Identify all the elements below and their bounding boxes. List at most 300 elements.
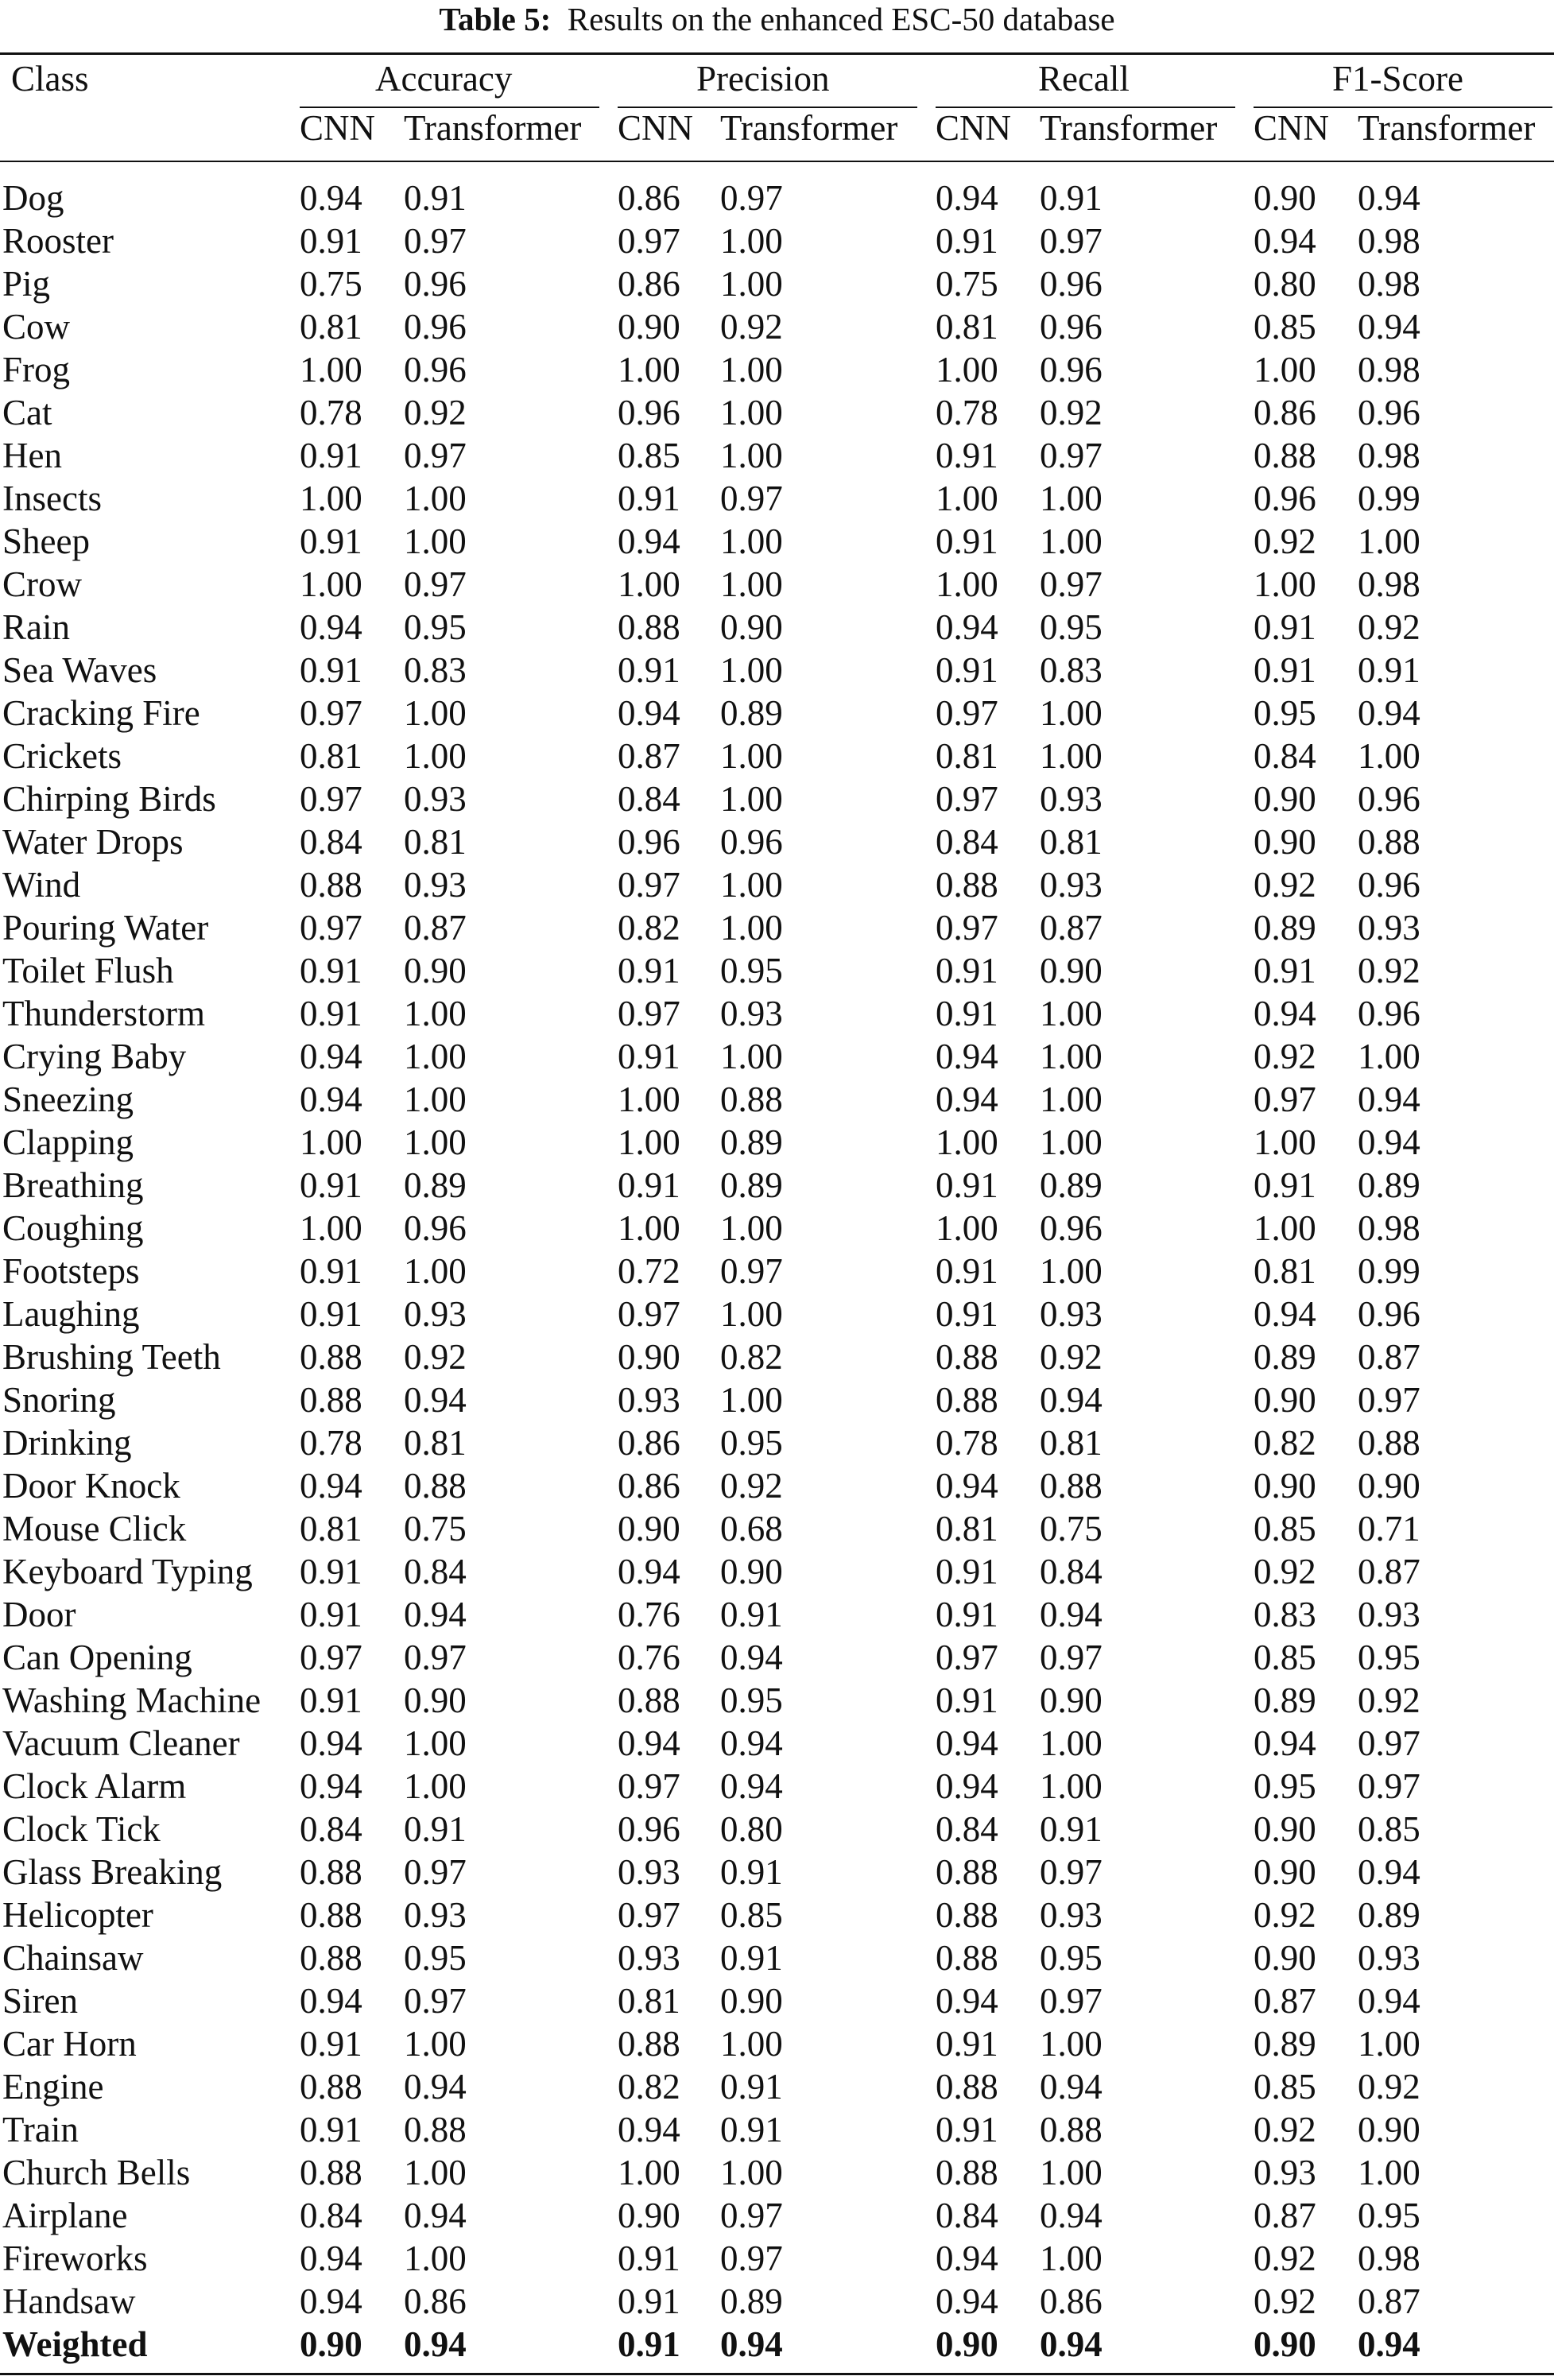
- value-cell: 1.00: [1040, 1766, 1103, 1806]
- value-cell: 1.00: [300, 1208, 362, 1248]
- table-row: [0, 1464, 1554, 1507]
- value-cell: 0.90: [936, 2324, 998, 2364]
- value-cell: 1.00: [404, 1037, 467, 1076]
- value-cell: 0.87: [1358, 1552, 1420, 1591]
- value-cell: 0.97: [300, 1638, 362, 1677]
- value-cell: 0.92: [1358, 2067, 1420, 2107]
- value-cell: 1.00: [404, 2153, 467, 2192]
- value-cell: 0.98: [1358, 350, 1420, 390]
- value-cell: 0.94: [936, 1981, 998, 2021]
- value-cell: 1.00: [720, 436, 783, 475]
- value-cell: 0.94: [1358, 1080, 1420, 1119]
- table-row: [0, 2065, 1554, 2108]
- value-cell: 1.00: [1254, 564, 1316, 604]
- class-cell: Train: [2, 2110, 79, 2149]
- value-cell: 0.93: [618, 1380, 680, 1420]
- value-cell: 0.96: [1358, 994, 1420, 1033]
- table-row: [0, 1979, 1554, 2022]
- subheader-cnn: CNN: [618, 108, 694, 148]
- value-cell: 0.91: [936, 1294, 998, 1334]
- value-cell: 0.91: [936, 650, 998, 690]
- class-cell: Crying Baby: [2, 1037, 187, 1076]
- value-cell: 0.72: [618, 1251, 680, 1291]
- value-cell: 0.97: [300, 693, 362, 733]
- value-cell: 1.00: [720, 1208, 783, 1248]
- value-cell: 0.94: [618, 521, 680, 561]
- value-cell: 0.85: [720, 1895, 783, 1935]
- class-cell: Frog: [2, 350, 71, 390]
- header-class: Class: [11, 59, 89, 99]
- value-cell: 0.93: [720, 994, 783, 1033]
- value-cell: 0.90: [404, 1680, 467, 1720]
- value-cell: 0.94: [300, 178, 362, 218]
- table-row: [0, 1335, 1554, 1378]
- value-cell: 1.00: [1040, 1037, 1103, 1076]
- value-cell: 0.90: [1358, 1466, 1420, 1506]
- value-cell: 0.91: [618, 650, 680, 690]
- value-cell: 0.95: [720, 1680, 783, 1720]
- table-row: [0, 2194, 1554, 2237]
- value-cell: 0.96: [1254, 479, 1316, 518]
- value-cell: 0.94: [936, 1080, 998, 1119]
- table-row: [0, 1722, 1554, 1765]
- value-cell: 1.00: [1040, 2024, 1103, 2064]
- value-cell: 1.00: [720, 1294, 783, 1334]
- value-cell: 1.00: [618, 350, 680, 390]
- value-cell: 0.97: [300, 779, 362, 819]
- value-cell: 0.94: [300, 1466, 362, 1506]
- value-cell: 0.87: [404, 908, 467, 948]
- value-cell: 0.91: [300, 994, 362, 1033]
- value-cell: 0.76: [618, 1595, 680, 1634]
- table-row: [0, 2280, 1554, 2323]
- value-cell: 0.81: [404, 1423, 467, 1463]
- class-cell: Crickets: [2, 736, 122, 776]
- value-cell: 0.90: [1254, 2324, 1316, 2364]
- class-cell: Clapping: [2, 1122, 134, 1162]
- value-cell: 0.82: [618, 2067, 680, 2107]
- value-cell: 0.94: [936, 1037, 998, 1076]
- value-cell: 0.94: [1254, 1294, 1316, 1334]
- class-cell: Cat: [2, 393, 52, 432]
- value-cell: 0.78: [936, 393, 998, 432]
- value-cell: 0.88: [300, 1938, 362, 1978]
- value-cell: 0.91: [936, 221, 998, 261]
- value-cell: 0.91: [1040, 1809, 1103, 1849]
- value-cell: 1.00: [618, 1122, 680, 1162]
- value-cell: 0.97: [1040, 436, 1103, 475]
- value-cell: 0.94: [936, 2281, 998, 2321]
- value-cell: 0.86: [618, 264, 680, 304]
- value-cell: 1.00: [936, 564, 998, 604]
- value-cell: 0.87: [618, 736, 680, 776]
- value-cell: 0.93: [1254, 2153, 1316, 2192]
- value-cell: 0.97: [1358, 1380, 1420, 1420]
- value-cell: 0.97: [1040, 1981, 1103, 2021]
- value-cell: 0.92: [1358, 607, 1420, 647]
- value-cell: 0.91: [936, 521, 998, 561]
- value-cell: 0.87: [1358, 1337, 1420, 1377]
- table-row: [0, 777, 1554, 820]
- caption-text: Results on the enhanced ESC-50 database: [567, 1, 1115, 37]
- value-cell: 0.88: [300, 1380, 362, 1420]
- value-cell: 0.93: [1040, 1895, 1103, 1935]
- table-row: [0, 1808, 1554, 1851]
- value-cell: 0.98: [1358, 221, 1420, 261]
- value-cell: 0.90: [1254, 1938, 1316, 1978]
- table-row: [0, 1894, 1554, 1936]
- value-cell: 0.94: [404, 2196, 467, 2235]
- value-cell: 0.81: [300, 1509, 362, 1549]
- value-cell: 1.00: [720, 264, 783, 304]
- subheader-transformer: Transformer: [404, 108, 582, 148]
- value-cell: 0.86: [618, 1423, 680, 1463]
- value-cell: 0.95: [1358, 2196, 1420, 2235]
- value-cell: 0.75: [300, 264, 362, 304]
- value-cell: 0.95: [1254, 1766, 1316, 1806]
- class-cell: Clock Tick: [2, 1809, 161, 1849]
- value-cell: 0.85: [1254, 1638, 1316, 1677]
- class-cell: Handsaw: [2, 2281, 136, 2321]
- value-cell: 0.91: [300, 1680, 362, 1720]
- value-cell: 0.94: [1358, 178, 1420, 218]
- table-row: [0, 735, 1554, 777]
- table-row-weighted: [0, 2323, 1554, 2366]
- value-cell: 0.91: [618, 2324, 680, 2364]
- value-cell: 0.94: [1040, 1595, 1103, 1634]
- class-cell: Crow: [2, 564, 82, 604]
- value-cell: 0.95: [720, 951, 783, 990]
- value-cell: 0.88: [720, 1080, 783, 1119]
- value-cell: 1.00: [404, 1251, 467, 1291]
- value-cell: 0.68: [720, 1509, 783, 1549]
- class-cell: Chainsaw: [2, 1938, 144, 1978]
- value-cell: 0.89: [720, 2281, 783, 2321]
- value-cell: 0.88: [936, 2067, 998, 2107]
- value-cell: 1.00: [1040, 521, 1103, 561]
- value-cell: 0.96: [1358, 393, 1420, 432]
- table-row: [0, 1293, 1554, 1335]
- value-cell: 0.89: [720, 1165, 783, 1205]
- subheader-cnn: CNN: [936, 108, 1012, 148]
- value-cell: 0.91: [300, 2024, 362, 2064]
- class-cell: Cow: [2, 307, 71, 347]
- value-cell: 0.95: [720, 1423, 783, 1463]
- value-cell: 0.84: [300, 822, 362, 862]
- value-cell: 0.92: [720, 1466, 783, 1506]
- value-cell: 0.94: [300, 1080, 362, 1119]
- value-cell: 0.81: [404, 822, 467, 862]
- table-row: [0, 305, 1554, 348]
- value-cell: 0.89: [1254, 2024, 1316, 2064]
- value-cell: 0.83: [404, 650, 467, 690]
- value-cell: 0.91: [936, 436, 998, 475]
- value-cell: 0.94: [404, 1595, 467, 1634]
- table-row: [0, 2022, 1554, 2065]
- class-cell: Siren: [2, 1981, 78, 2021]
- class-cell: Chirping Birds: [2, 779, 216, 819]
- value-cell: 0.92: [1254, 521, 1316, 561]
- value-cell: 0.94: [1040, 2067, 1103, 2107]
- header-precision: Precision: [696, 59, 830, 99]
- subheader-transformer: Transformer: [1040, 108, 1218, 148]
- value-cell: 1.00: [1358, 1037, 1420, 1076]
- value-cell: 0.91: [300, 650, 362, 690]
- value-cell: 0.88: [404, 2110, 467, 2149]
- value-cell: 1.00: [404, 736, 467, 776]
- value-cell: 0.88: [936, 1337, 998, 1377]
- value-cell: 0.84: [936, 822, 998, 862]
- value-cell: 0.90: [720, 1981, 783, 2021]
- value-cell: 0.84: [300, 1809, 362, 1849]
- value-cell: 0.84: [300, 2196, 362, 2235]
- value-cell: 0.97: [618, 994, 680, 1033]
- value-cell: 0.99: [1358, 1251, 1420, 1291]
- table-row: [0, 219, 1554, 262]
- value-cell: 1.00: [1254, 350, 1316, 390]
- value-cell: 0.91: [936, 951, 998, 990]
- top-rule: [0, 52, 1554, 55]
- value-cell: 0.93: [1040, 779, 1103, 819]
- value-cell: 0.91: [1254, 607, 1316, 647]
- value-cell: 0.97: [936, 693, 998, 733]
- value-cell: 0.83: [1254, 1595, 1316, 1634]
- value-cell: 0.94: [300, 1037, 362, 1076]
- value-cell: 0.90: [1254, 1380, 1316, 1420]
- value-cell: 0.75: [936, 264, 998, 304]
- class-cell: Washing Machine: [2, 1680, 262, 1720]
- value-cell: 0.97: [1040, 1638, 1103, 1677]
- value-cell: 1.00: [936, 350, 998, 390]
- value-cell: 1.00: [720, 350, 783, 390]
- table-row: [0, 1164, 1554, 1207]
- value-cell: 0.95: [404, 1938, 467, 1978]
- table-row: [0, 1378, 1554, 1421]
- value-cell: 0.97: [618, 1766, 680, 1806]
- table-row: [0, 2108, 1554, 2151]
- class-cell: Snoring: [2, 1380, 116, 1420]
- value-cell: 1.00: [404, 479, 467, 518]
- value-cell: 0.97: [404, 221, 467, 261]
- value-cell: 0.80: [720, 1809, 783, 1849]
- value-cell: 0.96: [404, 1208, 467, 1248]
- value-cell: 1.00: [300, 1122, 362, 1162]
- value-cell: 0.94: [1358, 2324, 1420, 2364]
- value-cell: 0.91: [404, 178, 467, 218]
- value-cell: 0.94: [936, 1766, 998, 1806]
- value-cell: 0.90: [618, 1337, 680, 1377]
- value-cell: 0.97: [936, 1638, 998, 1677]
- value-cell: 1.00: [1254, 1208, 1316, 1248]
- value-cell: 0.97: [720, 2239, 783, 2278]
- value-cell: 0.90: [1254, 1466, 1316, 1506]
- value-cell: 0.94: [618, 2110, 680, 2149]
- value-cell: 0.84: [618, 779, 680, 819]
- class-cell: Coughing: [2, 1208, 144, 1248]
- value-cell: 0.87: [1040, 908, 1103, 948]
- class-cell: Brushing Teeth: [2, 1337, 221, 1377]
- value-cell: 0.94: [300, 2239, 362, 2278]
- value-cell: 1.00: [936, 1122, 998, 1162]
- value-cell: 0.94: [1040, 1380, 1103, 1420]
- value-cell: 0.94: [618, 693, 680, 733]
- value-cell: 0.94: [1254, 994, 1316, 1033]
- value-cell: 1.00: [720, 908, 783, 948]
- value-cell: 0.81: [1254, 1251, 1316, 1291]
- value-cell: 0.91: [618, 1037, 680, 1076]
- value-cell: 0.90: [1040, 1680, 1103, 1720]
- value-cell: 0.94: [1358, 1852, 1420, 1892]
- value-cell: 0.97: [404, 436, 467, 475]
- value-cell: 0.82: [618, 908, 680, 948]
- value-cell: 1.00: [618, 2153, 680, 2192]
- class-cell: Weighted: [2, 2324, 148, 2364]
- header-rule: [0, 161, 1554, 162]
- value-cell: 0.81: [300, 307, 362, 347]
- table-row: [0, 863, 1554, 906]
- value-cell: 1.00: [300, 350, 362, 390]
- table-row: [0, 1679, 1554, 1722]
- value-cell: 0.88: [300, 1852, 362, 1892]
- class-cell: Rain: [2, 607, 70, 647]
- value-cell: 0.85: [1254, 1509, 1316, 1549]
- table-row: [0, 1250, 1554, 1293]
- value-cell: 0.84: [1254, 736, 1316, 776]
- value-cell: 0.91: [936, 2110, 998, 2149]
- value-cell: 0.81: [618, 1981, 680, 2021]
- value-cell: 0.91: [936, 1595, 998, 1634]
- value-cell: 1.00: [404, 1080, 467, 1119]
- value-cell: 1.00: [936, 479, 998, 518]
- value-cell: 0.94: [1358, 1122, 1420, 1162]
- bottom-rule: [0, 2373, 1554, 2375]
- value-cell: 0.91: [936, 1251, 998, 1291]
- value-cell: 0.94: [720, 2324, 783, 2364]
- value-cell: 1.00: [720, 1037, 783, 1076]
- value-cell: 0.97: [618, 221, 680, 261]
- value-cell: 1.00: [1040, 994, 1103, 1033]
- value-cell: 0.96: [404, 264, 467, 304]
- value-cell: 0.92: [404, 1337, 467, 1377]
- value-cell: 0.85: [1254, 2067, 1316, 2107]
- value-cell: 1.00: [1358, 736, 1420, 776]
- value-cell: 0.91: [1040, 178, 1103, 218]
- value-cell: 0.94: [936, 178, 998, 218]
- value-cell: 0.91: [618, 951, 680, 990]
- value-cell: 0.88: [936, 1380, 998, 1420]
- value-cell: 0.94: [300, 2281, 362, 2321]
- table-row: [0, 649, 1554, 692]
- value-cell: 0.88: [1040, 2110, 1103, 2149]
- value-cell: 0.92: [1254, 2110, 1316, 2149]
- value-cell: 0.94: [404, 2324, 467, 2364]
- value-cell: 0.97: [1254, 1080, 1316, 1119]
- value-cell: 0.78: [936, 1423, 998, 1463]
- value-cell: 0.92: [1254, 1895, 1316, 1935]
- value-cell: 0.85: [1358, 1809, 1420, 1849]
- value-cell: 1.00: [1040, 2153, 1103, 2192]
- value-cell: 0.94: [936, 1723, 998, 1763]
- value-cell: 0.85: [1254, 307, 1316, 347]
- subheader-transformer: Transformer: [1358, 108, 1536, 148]
- value-cell: 0.97: [720, 479, 783, 518]
- class-cell: Keyboard Typing: [2, 1552, 253, 1591]
- class-cell: Cracking Fire: [2, 693, 200, 733]
- table-row: [0, 1765, 1554, 1808]
- value-cell: 0.97: [1358, 1723, 1420, 1763]
- value-cell: 0.97: [1040, 221, 1103, 261]
- value-cell: 0.93: [404, 1895, 467, 1935]
- value-cell: 0.78: [300, 393, 362, 432]
- class-cell: Airplane: [2, 2196, 128, 2235]
- value-cell: 1.00: [404, 1766, 467, 1806]
- value-cell: 0.91: [720, 1852, 783, 1892]
- header-recall: Recall: [1038, 59, 1130, 99]
- value-cell: 0.90: [618, 2196, 680, 2235]
- value-cell: 0.90: [1254, 1852, 1316, 1892]
- table-row: [0, 563, 1554, 606]
- table-row: [0, 520, 1554, 563]
- value-cell: 0.94: [618, 1552, 680, 1591]
- value-cell: 0.96: [1040, 264, 1103, 304]
- class-cell: Glass Breaking: [2, 1852, 223, 1892]
- value-cell: 0.89: [1254, 1680, 1316, 1720]
- value-cell: 0.75: [404, 1509, 467, 1549]
- table-row: [0, 1121, 1554, 1164]
- value-cell: 1.00: [720, 736, 783, 776]
- value-cell: 0.93: [1358, 908, 1420, 948]
- value-cell: 0.92: [1254, 865, 1316, 905]
- value-cell: 0.91: [618, 479, 680, 518]
- value-cell: 0.96: [618, 822, 680, 862]
- subheader-cnn: CNN: [1254, 108, 1330, 148]
- value-cell: 0.86: [618, 1466, 680, 1506]
- value-cell: 0.84: [936, 2196, 998, 2235]
- class-cell: Laughing: [2, 1294, 140, 1334]
- value-cell: 0.94: [300, 607, 362, 647]
- value-cell: 0.91: [936, 2024, 998, 2064]
- class-cell: Hen: [2, 436, 62, 475]
- value-cell: 0.87: [1254, 1981, 1316, 2021]
- value-cell: 1.00: [404, 521, 467, 561]
- value-cell: 0.90: [1358, 2110, 1420, 2149]
- value-cell: 0.91: [618, 2281, 680, 2321]
- value-cell: 0.97: [1358, 1766, 1420, 1806]
- value-cell: 1.00: [720, 521, 783, 561]
- value-cell: 0.93: [1358, 1938, 1420, 1978]
- value-cell: 0.90: [720, 607, 783, 647]
- value-cell: 0.92: [1254, 2239, 1316, 2278]
- value-cell: 0.82: [720, 1337, 783, 1377]
- value-cell: 0.81: [1040, 1423, 1103, 1463]
- class-cell: Pig: [2, 264, 51, 304]
- value-cell: 0.88: [936, 2153, 998, 2192]
- value-cell: 1.00: [720, 221, 783, 261]
- value-cell: 0.90: [1254, 178, 1316, 218]
- table-row: [0, 262, 1554, 305]
- value-cell: 0.89: [1358, 1165, 1420, 1205]
- value-cell: 0.88: [1254, 436, 1316, 475]
- table-row: [0, 692, 1554, 735]
- table-row: [0, 176, 1554, 219]
- class-cell: Can Opening: [2, 1638, 192, 1677]
- value-cell: 0.96: [1358, 865, 1420, 905]
- value-cell: 0.81: [936, 307, 998, 347]
- table-row: [0, 2151, 1554, 2194]
- value-cell: 0.92: [1254, 1552, 1316, 1591]
- value-cell: 0.91: [618, 1165, 680, 1205]
- value-cell: 0.94: [720, 1723, 783, 1763]
